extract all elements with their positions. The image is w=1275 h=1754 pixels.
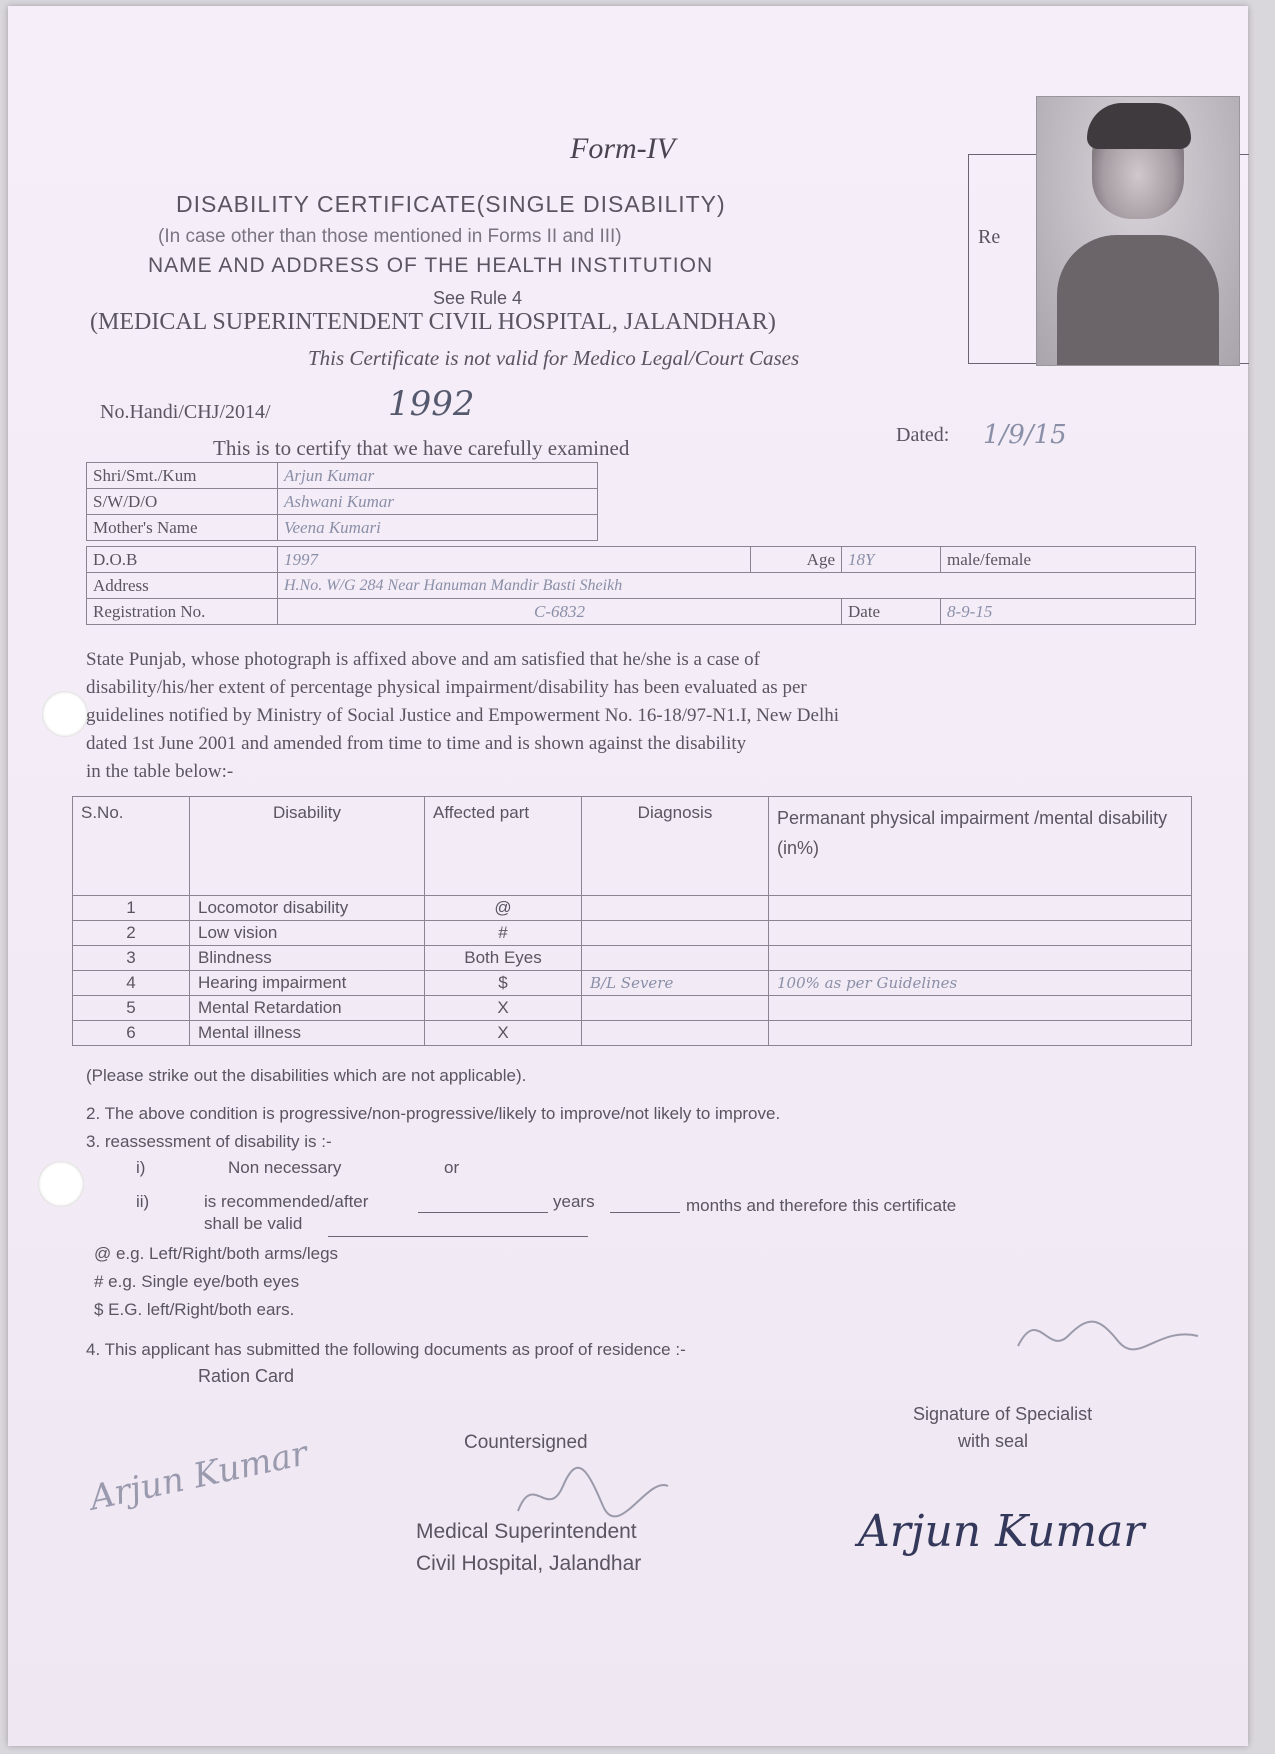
photo-label: Re <box>978 226 1001 248</box>
gender-value: male/female <box>941 547 1196 573</box>
years-blank <box>418 1212 548 1213</box>
dob-value: 1997 <box>278 547 751 573</box>
rule-reference: See Rule 4 <box>433 288 523 308</box>
swdo-label: S/W/D/O <box>87 489 278 515</box>
table-row <box>73 921 1192 946</box>
row-diagnosis <box>582 896 769 921</box>
reassessment-note: 3. reassessment of disability is :- <box>86 1132 332 1151</box>
validity-note: This Certificate is not valid for Medico Legal/Court Cases <box>308 346 800 370</box>
paragraph-line: in the table below:- <box>86 761 234 782</box>
registration-label: Registration No. <box>87 599 278 625</box>
row-diagnosis: B/L Severe <box>582 971 769 996</box>
paragraph-line: guidelines notified by Ministry of Social Justice and Empowerment No. 16-18/97-N1.I, New Delhi <box>86 705 840 726</box>
mother-name-label: Mother's Name <box>87 515 278 541</box>
table-row <box>73 971 1192 996</box>
mother-name-value: Veena Kumari <box>278 515 598 541</box>
example-ears: $ E.G. left/Right/both ears. <box>94 1300 295 1319</box>
address-value: H.No. W/G 284 Near Hanuman Mandir Basti Sheikh <box>278 573 1196 599</box>
certificate-number-label: No.Handi/CHJ/2014/ <box>100 401 271 423</box>
row-number: 5 <box>73 996 190 1021</box>
punch-hole <box>38 1161 84 1207</box>
photo-shoulders <box>1057 235 1219 365</box>
photo-hair <box>1087 103 1191 149</box>
row-number: 4 <box>73 971 190 996</box>
condition-note: 2. The above condition is progressive/non-progressive/likely to improve/not likely to improve. <box>86 1104 781 1123</box>
address-label: Address <box>87 573 278 599</box>
disability-table <box>72 796 1192 1046</box>
name-value: Arjun Kumar <box>278 463 598 489</box>
row-affected-part: @ <box>425 896 582 921</box>
row-number: 1 <box>73 896 190 921</box>
name-address-label: NAME AND ADDRESS OF THE HEALTH INSTITUTION <box>148 254 714 277</box>
row-diagnosis <box>582 1021 769 1046</box>
row-percent <box>769 996 1192 1021</box>
applicant-photo <box>1036 96 1240 366</box>
row-percent: 100% as per Guidelines <box>769 971 1192 996</box>
documents-note: 4. This applicant has submitted the following documents as proof of residence :- <box>86 1340 686 1359</box>
seal-label: with seal <box>958 1431 1029 1451</box>
col-disability: Disability <box>190 797 425 896</box>
countersign-scribble <box>508 1456 678 1526</box>
applicant-signature-left: Arjun Kumar <box>86 1433 312 1519</box>
col-diagnosis: Diagnosis <box>582 797 769 896</box>
table-row <box>73 1021 1192 1046</box>
col-impairment: Permanant physical impairment /mental disability (in%) <box>769 797 1192 896</box>
applicant-info-table <box>86 462 598 541</box>
valid-label: shall be valid <box>204 1214 303 1233</box>
row-affected-part: Both Eyes <box>425 946 582 971</box>
applicant-signature-right: Arjun Kumar <box>858 1506 1145 1557</box>
reg-date-label: Date <box>842 599 941 625</box>
row-affected-part: X <box>425 996 582 1021</box>
months-blank <box>610 1212 680 1213</box>
table-row <box>73 996 1192 1021</box>
swdo-value: Ashwani Kumar <box>278 489 598 515</box>
table-row <box>73 946 1192 971</box>
row-disability: Mental illness <box>190 1021 425 1046</box>
institution-name: (MEDICAL SUPERINTENDENT CIVIL HOSPITAL, JALANDHAR) <box>90 309 776 335</box>
row-percent <box>769 1021 1192 1046</box>
documents-value: Ration Card <box>198 1366 295 1386</box>
form-title: Form-IV <box>570 132 675 165</box>
col-sno: S.No. <box>73 797 190 896</box>
hospital-label: Civil Hospital, Jalandhar <box>416 1552 642 1575</box>
certificate-sheet <box>8 6 1248 1746</box>
option-two: is recommended/after <box>204 1192 369 1211</box>
reg-date-value: 8-9-15 <box>941 599 1196 625</box>
example-arms: @ e.g. Left/Right/both arms/legs <box>94 1244 339 1263</box>
row-diagnosis <box>582 921 769 946</box>
medical-superintendent-label: Medical Superintendent <box>416 1520 637 1543</box>
strike-note: (Please strike out the disabilities which are not applicable). <box>86 1066 527 1085</box>
row-disability: Locomotor disability <box>190 896 425 921</box>
row-diagnosis <box>582 996 769 1021</box>
row-disability: Hearing impairment <box>190 971 425 996</box>
row-disability: Blindness <box>190 946 425 971</box>
row-percent <box>769 946 1192 971</box>
row-affected-part: X <box>425 1021 582 1046</box>
dated-value: 1/9/15 <box>983 420 1067 450</box>
certify-line: This is to certify that we have carefully examined <box>213 436 630 460</box>
certificate-heading: DISABILITY CERTIFICATE(SINGLE DISABILITY) <box>176 191 726 217</box>
row-number: 3 <box>73 946 190 971</box>
years-label: years <box>553 1192 595 1211</box>
paragraph-line: State Punjab, whose photograph is affixed above and am satisfied that he/she is a case of <box>86 649 760 670</box>
age-value: 18Y <box>842 547 941 573</box>
disability-table-header <box>73 797 1192 896</box>
row-number: 2 <box>73 921 190 946</box>
option-two-number: ii) <box>136 1192 150 1211</box>
name-label: Shri/Smt./Kum <box>87 463 278 489</box>
paragraph-line: disability/his/her extent of percentage physical impairment/disability has been evaluated as per <box>86 677 807 698</box>
option-one-number: i) <box>136 1158 146 1177</box>
specialist-signature-scribble <box>1008 1296 1208 1366</box>
row-percent <box>769 921 1192 946</box>
age-label: Age <box>751 547 842 573</box>
col-affected-part: Affected part <box>425 797 582 896</box>
row-affected-part: $ <box>425 971 582 996</box>
option-one: Non necessary <box>228 1158 342 1177</box>
row-affected-part: # <box>425 921 582 946</box>
row-disability: Low vision <box>190 921 425 946</box>
valid-blank <box>328 1236 588 1237</box>
registration-value: C-6832 <box>278 599 842 625</box>
example-eyes: # e.g. Single eye/both eyes <box>94 1272 300 1291</box>
row-number: 6 <box>73 1021 190 1046</box>
punch-hole <box>42 691 88 737</box>
table-row <box>73 896 1192 921</box>
months-label: months and therefore this certificate <box>686 1196 957 1215</box>
dated-label: Dated: <box>896 424 950 446</box>
certificate-subheading: (In case other than those mentioned in Forms II and III) <box>158 226 622 247</box>
certify-paragraph <box>86 646 839 786</box>
row-disability: Mental Retardation <box>190 996 425 1021</box>
certificate-number: 1992 <box>388 384 475 424</box>
option-or: or <box>444 1158 460 1177</box>
specialist-signature-label: Signature of Specialist <box>913 1404 1093 1424</box>
paragraph-line: dated 1st June 2001 and amended from time to time and is shown against the disability <box>86 733 747 754</box>
row-percent <box>769 896 1192 921</box>
countersigned-label: Countersigned <box>464 1432 588 1453</box>
row-diagnosis <box>582 946 769 971</box>
applicant-details-table <box>86 546 1196 625</box>
dob-label: D.O.B <box>87 547 278 573</box>
